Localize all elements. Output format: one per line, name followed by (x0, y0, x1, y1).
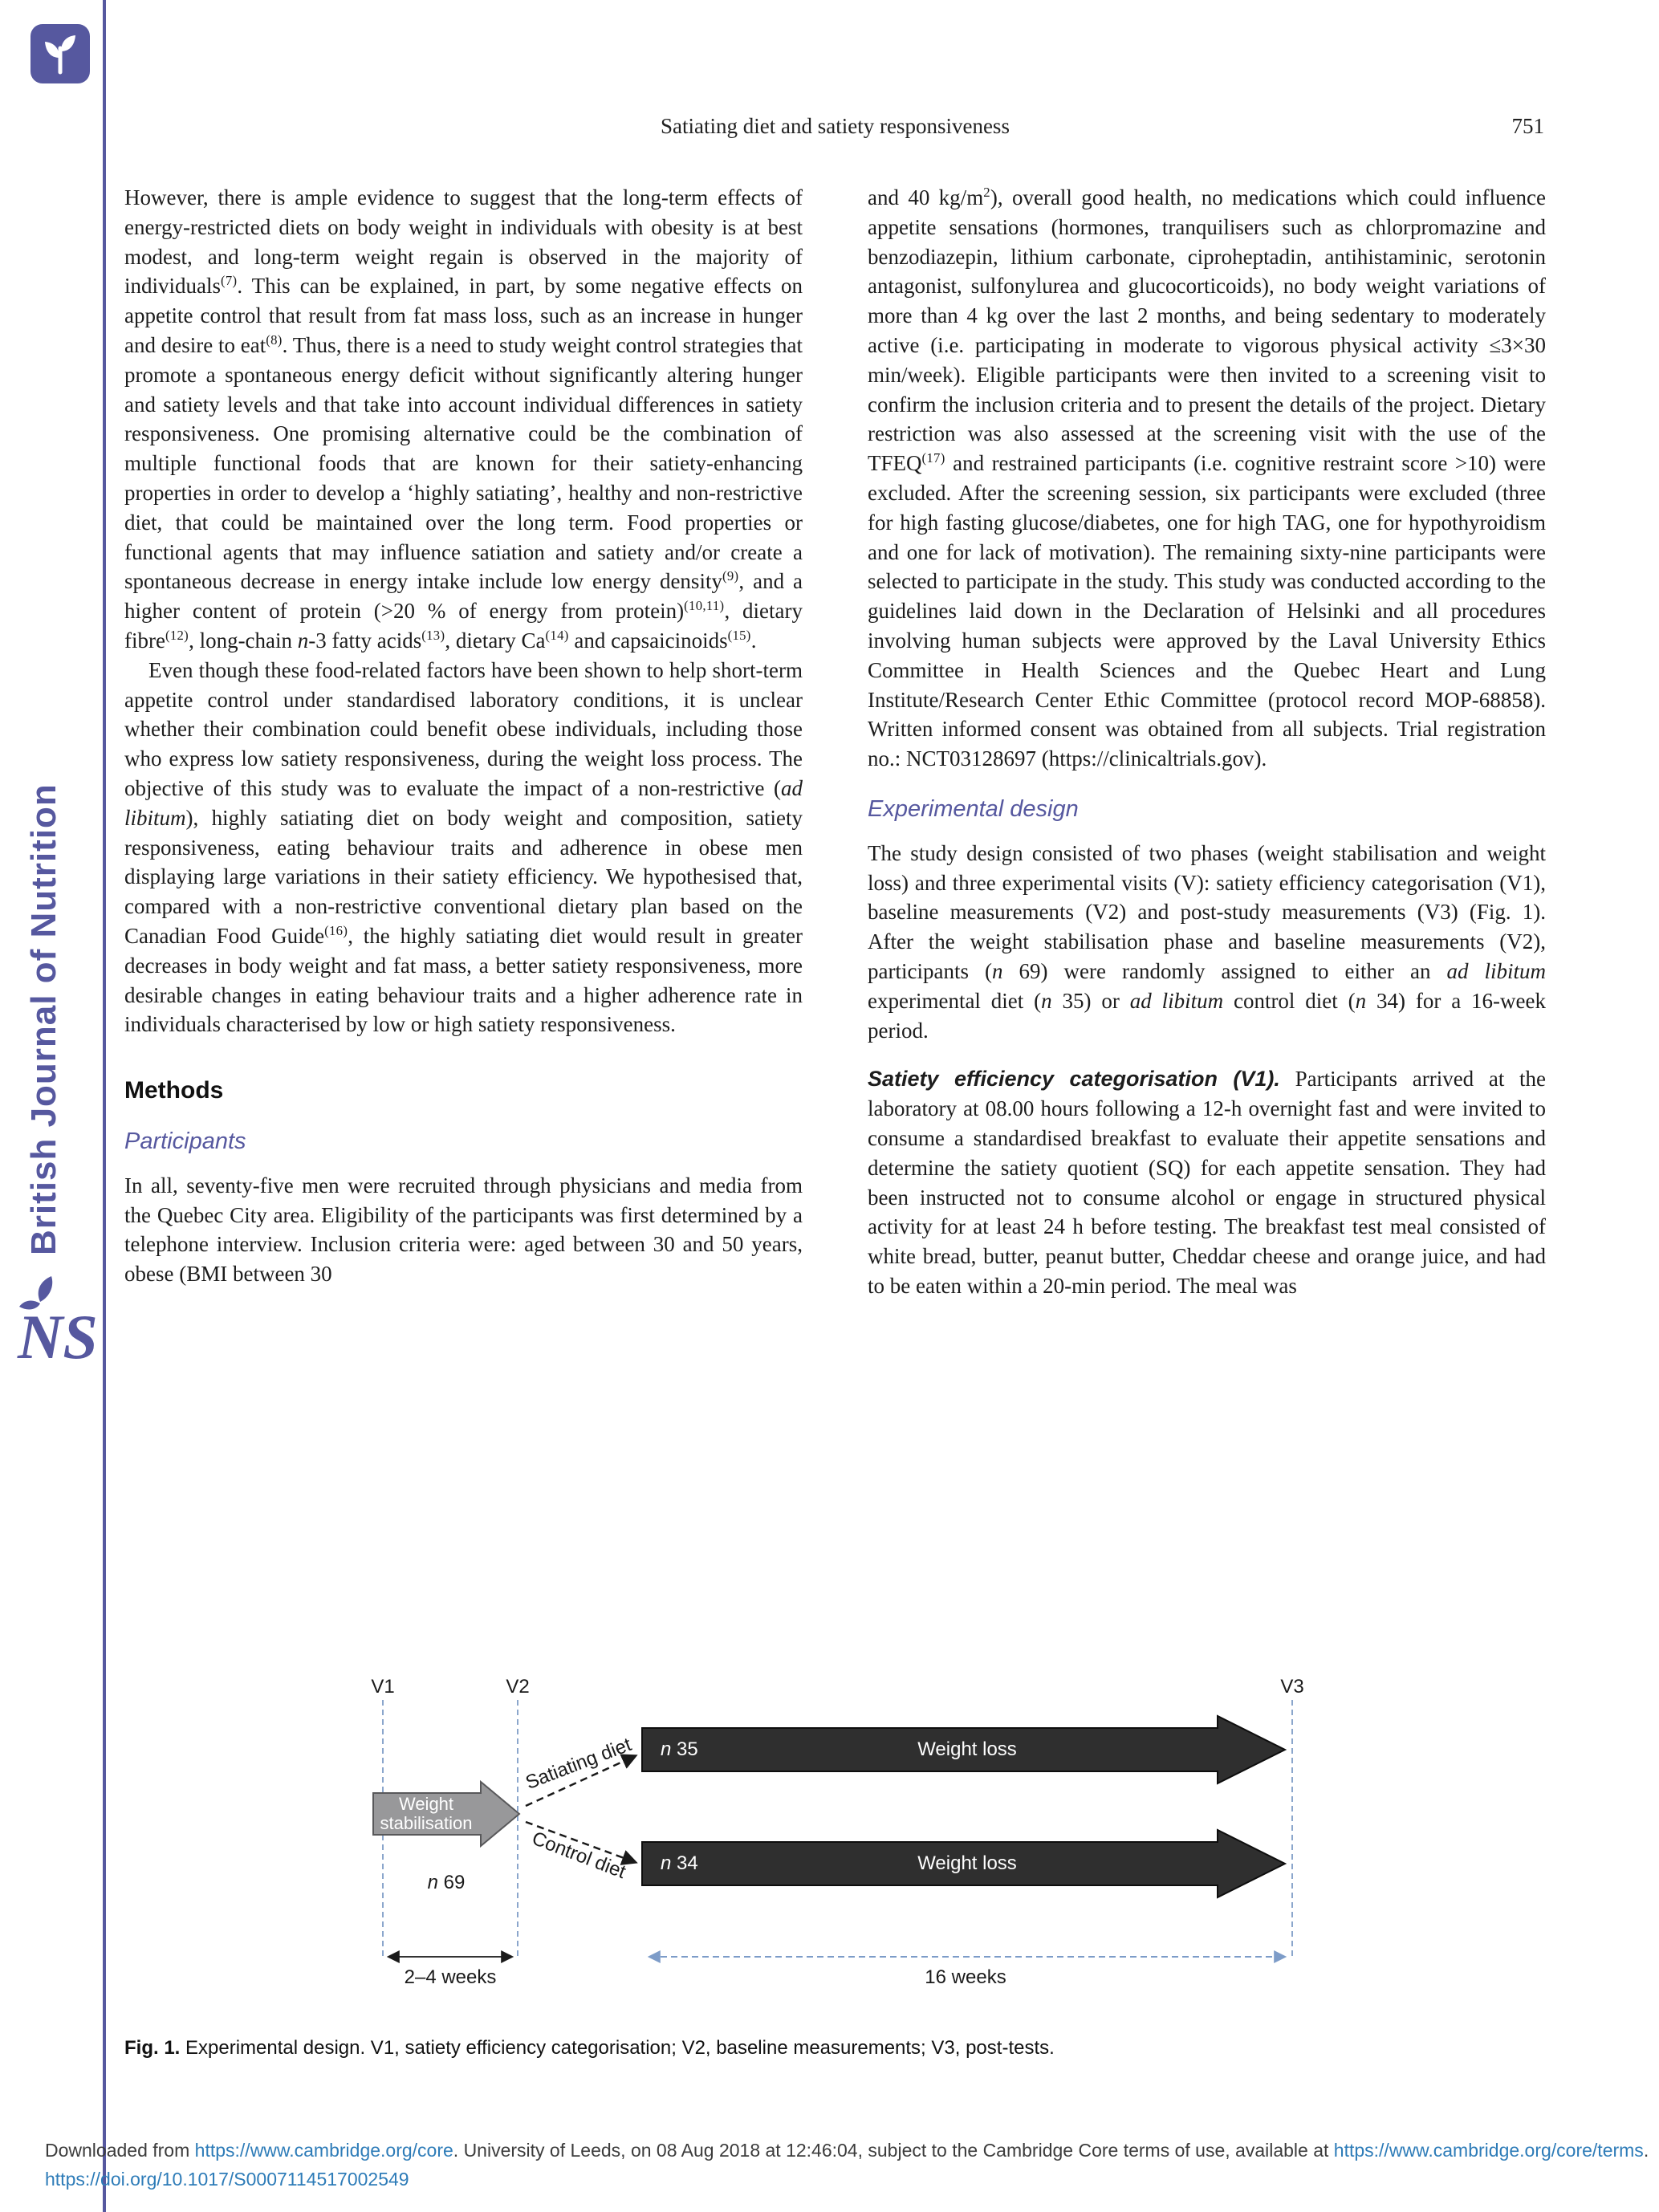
doi-link[interactable]: https://doi.org/10.1017/S0007114517002549 (45, 2169, 409, 2190)
download-footer (45, 2140, 1649, 2198)
v1-label: V1 (371, 1676, 395, 1698)
left-column (124, 183, 803, 1289)
v2-label: V2 (506, 1676, 530, 1698)
weight-loss-label-bottom: Weight loss (917, 1852, 1017, 1874)
n69-label: n 69 (427, 1872, 466, 1893)
running-head (124, 114, 1546, 139)
journal-title-vertical: British Journal of Nutrition (24, 783, 63, 1255)
publisher-logo (30, 24, 90, 83)
figure-1-diagram (124, 1676, 1546, 1997)
paragraph-satiety-categorisation (868, 1064, 1546, 1300)
participants-heading: Participants (124, 1128, 246, 1154)
footer-text-end: . (1643, 2140, 1649, 2161)
control-diet-label: Control diet (529, 1827, 629, 1884)
running-title: Satiating diet and satiety responsiveness (661, 114, 1010, 138)
duration-16-weeks-label: 16 weeks (925, 1966, 1006, 1988)
v3-label: V3 (1280, 1676, 1304, 1698)
paragraph-objective: Even though these food-related factors have been shown to help short-term appetite control under standardised laboratory conditions, it is unclear whether their combination could benefit obese individuals, including those who express low satiety responsiveness, during the weight loss process. The objective of this study was to evaluate the impact of a non-restrictive (ad libitum), highly satiating diet on body weight and composition, satiety responsiveness, eating behaviour traits and adherence in obese men displaying large variations in their satiety efficiency. We hypothesised that, compared with a non-restrictive conventional dietary plan based on the Canadian Food Guide$^{(16)}$, the highly satiating diet would result in greater decreases in body weight and fat mass, a better satiety responsiveness, more desirable changes in eating behaviour traits and a higher adherence rate in individuals characterised by low or high satiety responsiveness. (124, 657, 803, 1037)
satiety-runin-heading: Satiety efficiency categorisation (V1). (868, 1067, 1280, 1092)
paragraph-intro: However, there is ample evidence to suggest that the long-term effects of energy-restricted diets on body weight in individuals with obesity is at best modest, and long-term weight regain is observed in the majority of individuals$^{(7)}$. This can be explained, in part, by some negative effects on appetite control that result from fat mass loss, such as an increase in hunger and desire to eat$^{(8)}$. Thus, there is a need to study weight control strategies that promote a spontaneous energy deficit without significantly altering hunger and satiety levels and that take into account individual differences in satiety responsiveness. One promising alternative could be the combination of multiple functional foods that are known for their satiety-enhancing properties in order to develop a ‘highly satiating’, healthy and non-restrictive diet, that could be maintained over the long term. Food properties or functional agents that may influence satiation and satiety and/or create a spontaneous decrease in energy intake include low energy density$^{(9)}$, and a higher content of protein (>20 % of energy from protein)$^{(10,11)}$, dietary fibre$^{(12)}$, long-chain n-3 fatty acids$^{(13)}$, dietary Ca$^{(14)}$ and capsaicinoids$^{(15)}$. (124, 185, 803, 653)
plant-logo-icon (30, 24, 90, 83)
satiating-diet-label: Satiating diet (523, 1734, 635, 1795)
figure-caption-text: Experimental design. V1, satiety efficiency categorisation; V2, baseline measurements; V3, post-tests. (185, 2037, 1055, 2059)
figure-caption-label: Fig. 1. (124, 2037, 181, 2059)
paragraph-study-design: The study design consisted of two phases (weight stabilisation and weight loss) and three experimental visits (V): satiety efficiency categorisation (V1), baseline measurements (V2) and post-study measurements (V3) (Fig. 1). After the weight stabilisation phase and baseline measurements (V2), participants (n 69) were randomly assigned to either an ad libitum experimental diet (n 35) or ad libitum control diet (n 34) for a 16-week period. (868, 840, 1546, 1043)
nutrition-society-logo (16, 1275, 100, 1374)
n35-label: n 35 (661, 1738, 698, 1760)
brand-vertical-rule (103, 0, 106, 2212)
page-number: 751 (1511, 114, 1544, 138)
figure-1-caption (124, 2037, 1546, 2060)
weight-loss-label-top: Weight loss (917, 1738, 1017, 1760)
experimental-design-diagram (124, 1676, 1546, 1997)
cambridge-terms-link[interactable]: https://www.cambridge.org/core/terms (1333, 2140, 1644, 2161)
satiety-runin-text: Participants arrived at the laboratory at 08.00 hours following a 12-h overnight fast and were invited to consume a standardised breakfast to evaluate their appetite sensations and determine the satiety quotient (SQ) for each appetite sensation. They had been instructed not to consume alcohol or engage in structured physical activity for at least 24 h before testing. The breakfast test meal consisted of white bread, butter, peanut butter, Cheddar cheese and orange juice, and had to be eaten within a 20-min period. The meal was (868, 1067, 1546, 1298)
methods-heading: Methods (124, 1077, 224, 1104)
paragraph-inclusion-criteria: and 40 $kg/m^2$), overall good health, no medications which could influence appetite sensations (hormones, tranquilisers such as chlorpromazine and benzodiazepin, lithium carbonate, ciproheptadin, antihistaminic, serotonin antagonist, sulfonylurea and glucocorticoids), no body weight variations of more than 4 kg over the last 2 months, and being sedentary to moderately active (i.e. participating in moderate to vigorous physical activity ≤3×30 min/week). Eligible participants were then invited to a screening visit to confirm the inclusion criteria and to present the details of the project. Dietary restriction was also assessed at the screening visit with the use of the TFEQ$^{(17)}$ and restrained participants (i.e. cognitive restraint score >10) were excluded. After the screening session, six participants were excluded (three for high fasting glucose/diabetes, one for high TAG, one for hypothyroidism and one for lack of motivation). The remaining sixty-nine participants were selected to participate in the study. This study was conducted according to the guidelines laid down in the Declaration of Helsinki and all procedures involving human subjects were approved by the Laval University Ethics Committee in Health Sciences and the Quebec Heart and Lung Institute/Research Center Ethic Committee (protocol record MOP-68858). Written informed consent was obtained from all subjects. Trial registration no.: NCT03128697 (https://clinicaltrials.gov). (868, 185, 1546, 771)
footer-text-pre: Downloaded from (45, 2140, 195, 2161)
weight-stabilisation-label: Weight stabilisation (380, 1794, 473, 1833)
nutrition-society-logo-icon (16, 1275, 100, 1374)
footer-line-1 (45, 2140, 1649, 2161)
cambridge-core-link[interactable]: https://www.cambridge.org/core (194, 2140, 453, 2161)
right-column (868, 183, 1546, 1301)
paragraph-participants: In all, seventy-five men were recruited through physicians and media from the Quebec City area. Eligibility of the participants was first determined by a telephone interview. Inclusion criteria were: aged between 30 and 50 years, obese (BMI between 30 (124, 1173, 803, 1287)
ns-logo-text: NS (18, 1302, 98, 1372)
footer-text-mid: . University of Leeds, on 08 Aug 2018 at 12:46:04, subject to the Cambridge Core terms of use, available at (453, 2140, 1334, 2161)
footer-line-2 (45, 2169, 1630, 2190)
n34-label: n 34 (661, 1852, 698, 1874)
experimental-design-heading: Experimental design (868, 795, 1079, 822)
duration-2-4-weeks-label: 2–4 weeks (404, 1966, 497, 1988)
